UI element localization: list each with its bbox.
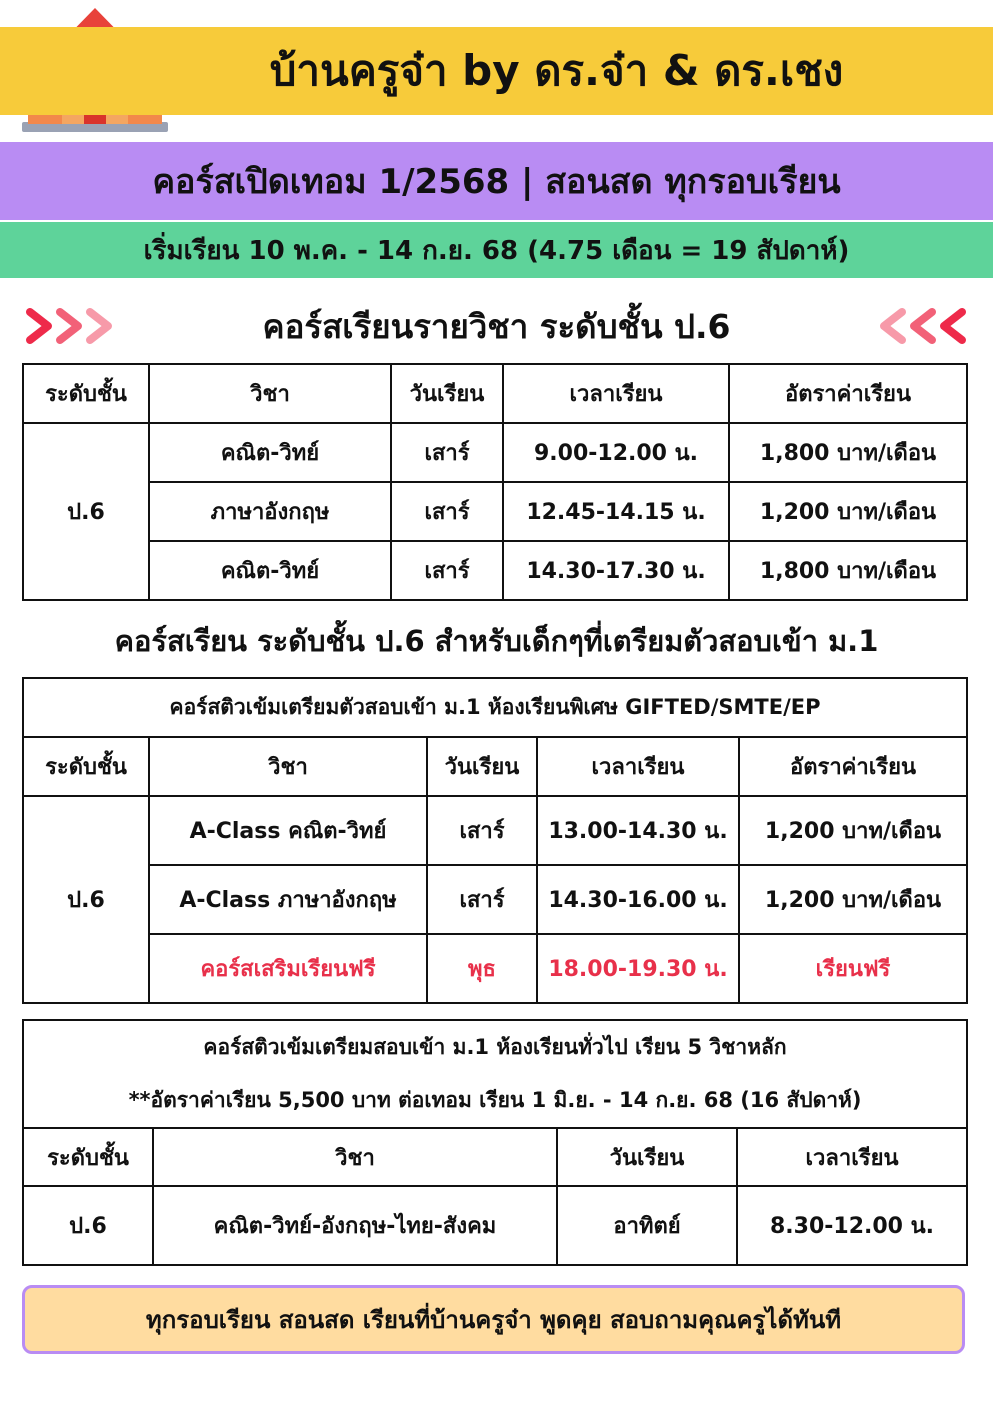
fee-cell: 1,800 บาท/เดือน <box>729 423 967 482</box>
subject-course-table <box>22 363 968 601</box>
column-header: ระดับชั้น <box>23 1128 153 1186</box>
column-header: วันเรียน <box>391 364 503 423</box>
section1-heading: คอร์สเรียนรายวิชา ระดับชั้น ป.6 <box>262 307 731 346</box>
column-header: วิชา <box>149 737 427 796</box>
footer-text: ทุกรอบเรียน สอนสด เรียนที่บ้านครูจ๋า พูดคุย สอบถามคุณครูได้ทันที <box>145 1306 842 1334</box>
day-cell: อาทิตย์ <box>557 1186 737 1265</box>
table-row <box>23 423 967 482</box>
table-caption: คอร์สติวเข้มเตรียมตัวสอบเข้า ม.1 ห้องเรียนพิเศษ GIFTED/SMTE/EP <box>23 678 967 737</box>
day-cell: เสาร์ <box>391 541 503 600</box>
subject-cell: A-Class คณิต-วิทย์ <box>149 796 427 865</box>
time-cell: 8.30-12.00 น. <box>737 1186 967 1265</box>
table-row <box>23 482 967 541</box>
column-header: วิชา <box>149 364 391 423</box>
subject-cell: คอร์สเสริมเรียนฟรี <box>149 934 427 1003</box>
time-cell: 18.00-19.30 น. <box>537 934 739 1003</box>
subject-cell: A-Class ภาษาอังกฤษ <box>149 865 427 934</box>
column-header: วิชา <box>153 1128 557 1186</box>
day-cell: พุธ <box>427 934 537 1003</box>
fee-note: **อัตราค่าเรียน 5,500 บาท ต่อเทอม เรียน 1 มิ.ย. - 14 ก.ย. 68 (16 สัปดาห์) <box>23 1073 967 1128</box>
fee-cell: 1,200 บาท/เดือน <box>729 482 967 541</box>
table-header-row <box>23 364 967 423</box>
gifted-course-table <box>22 677 968 1004</box>
term-dates: เริ่มเรียน 10 พ.ค. - 14 ก.ย. 68 (4.75 เดือน = 19 สัปดาห์) <box>143 235 850 266</box>
column-header: อัตราค่าเรียน <box>729 364 967 423</box>
time-cell: 14.30-17.30 น. <box>503 541 729 600</box>
column-header: เวลาเรียน <box>737 1128 967 1186</box>
day-cell: เสาร์ <box>391 423 503 482</box>
time-cell: 14.30-16.00 น. <box>537 865 739 934</box>
column-header: เวลาเรียน <box>503 364 729 423</box>
fee-cell: เรียนฟรี <box>739 934 967 1003</box>
footer-note <box>22 1285 965 1354</box>
table-row <box>23 796 967 865</box>
title-banner <box>0 27 993 115</box>
column-header: อัตราค่าเรียน <box>739 737 967 796</box>
column-header: เวลาเรียน <box>537 737 739 796</box>
subject-cell: ภาษาอังกฤษ <box>149 482 391 541</box>
dates-banner <box>0 222 993 278</box>
fee-cell: 1,200 บาท/เดือน <box>739 865 967 934</box>
section2-heading: คอร์สเรียน ระดับชั้น ป.6 สำหรับเด็กๆที่เตรียมตัวสอบเข้า ม.1 <box>114 624 879 658</box>
table-caption: คอร์สติวเข้มเตรียมสอบเข้า ม.1 ห้องเรียนทั่วไป เรียน 5 วิชาหลัก <box>23 1020 967 1073</box>
page-title: บ้านครูจ๋า by ดร.จ๋า & ดร.เชง <box>269 46 844 95</box>
day-cell: เสาร์ <box>427 796 537 865</box>
term-banner <box>0 142 993 220</box>
subject-cell: คณิต-วิทย์ <box>149 541 391 600</box>
term-title: คอร์สเปิดเทอม 1/2568 | สอนสด ทุกรอบเรียน <box>152 162 841 202</box>
free-course-row <box>23 934 967 1003</box>
time-cell: 12.45-14.15 น. <box>503 482 729 541</box>
column-header: วันเรียน <box>427 737 537 796</box>
level-cell: ป.6 <box>23 423 149 600</box>
table-row <box>23 865 967 934</box>
fee-cell: 1,200 บาท/เดือน <box>739 796 967 865</box>
table-row <box>23 541 967 600</box>
fee-cell: 1,800 บาท/เดือน <box>729 541 967 600</box>
general-course-table <box>22 1019 968 1266</box>
table-header-row <box>23 1128 967 1186</box>
table-row <box>23 1186 967 1265</box>
level-cell: ป.6 <box>23 796 149 1003</box>
column-header: ระดับชั้น <box>23 364 149 423</box>
day-cell: เสาร์ <box>427 865 537 934</box>
level-cell: ป.6 <box>23 1186 153 1265</box>
day-cell: เสาร์ <box>391 482 503 541</box>
subject-cell: คณิต-วิทย์ <box>149 423 391 482</box>
column-header: วันเรียน <box>557 1128 737 1186</box>
column-header: ระดับชั้น <box>23 737 149 796</box>
subject-cell: คณิต-วิทย์-อังกฤษ-ไทย-สังคม <box>153 1186 557 1265</box>
table-header-row <box>23 737 967 796</box>
time-cell: 13.00-14.30 น. <box>537 796 739 865</box>
time-cell: 9.00-12.00 น. <box>503 423 729 482</box>
